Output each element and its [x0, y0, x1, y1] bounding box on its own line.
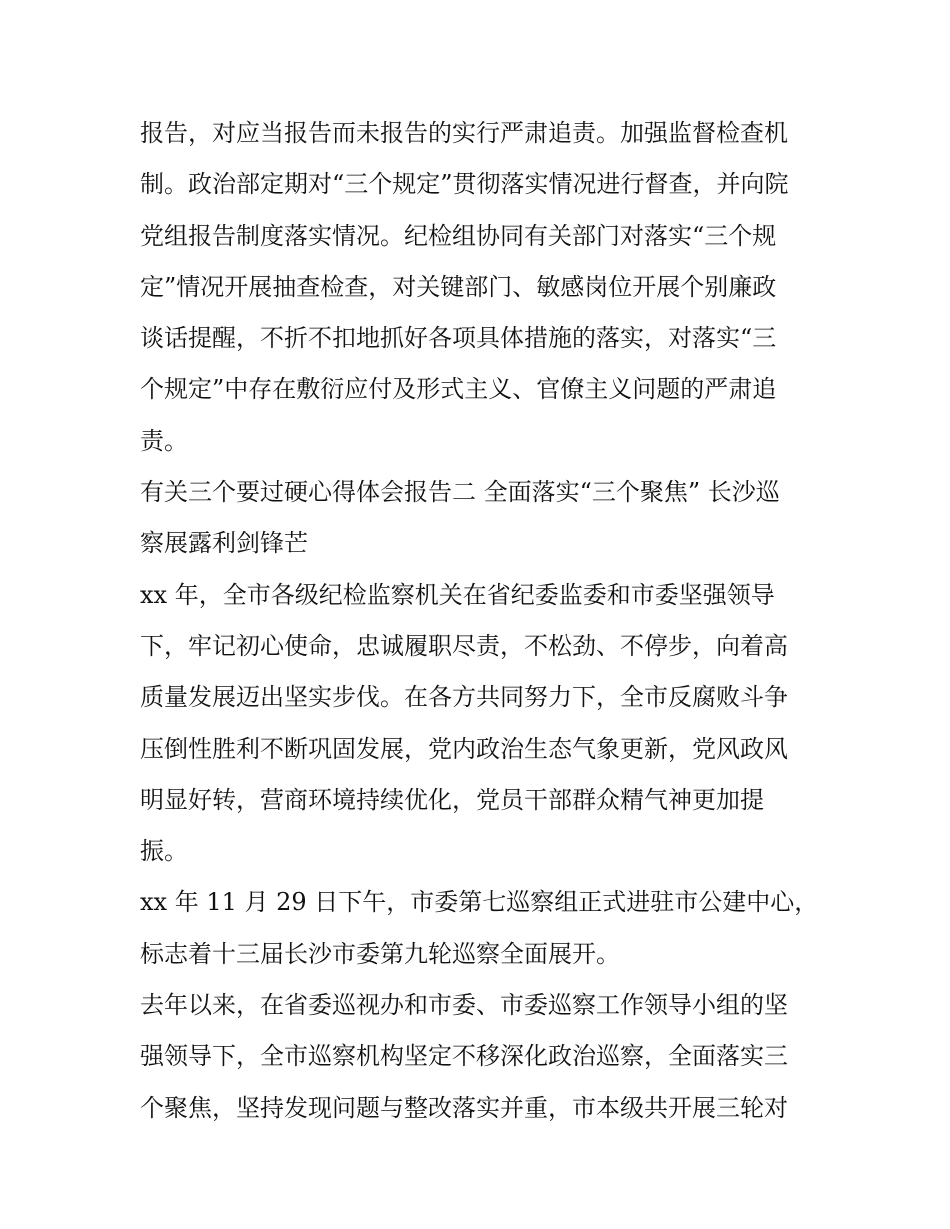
text-line: 责。: [140, 426, 188, 455]
text-line: 强领导下，全市巡察机构坚定不移深化政治巡察，全面落实三: [140, 1042, 788, 1071]
text-line: xx 年 11 月 29 日下午，市委第七巡察组正式进驻市公建中心，: [140, 888, 819, 917]
text-line: 去年以来，在省委巡视办和市委、市委巡察工作领导小组的坚: [140, 991, 788, 1020]
heading-line: 察展露利剑锋芒: [140, 529, 308, 558]
text-line: xx 年，全市各级纪检监察机关在省纪委监委和市委坚强领导: [140, 580, 775, 609]
text-line: 振。: [140, 837, 188, 866]
text-line: 质量发展迈出坚实步伐。在各方共同努力下，全市反腐败斗争: [140, 683, 788, 712]
text-line: 下，牢记初心使命，忠诚履职尽责，不松劲、不停步，向着高: [140, 631, 788, 660]
text-line: 压倒性胜利不断巩固发展，党内政治生态气象更新，党风政风: [140, 734, 788, 763]
text-line: 个规定”中存在敷衍应付及形式主义、官僚主义问题的严肃追: [140, 375, 777, 404]
text-line: 党组报告制度落实情况。纪检组协同有关部门对落实“三个规: [140, 221, 777, 250]
heading-line: 有关三个要过硬心得体会报告二 全面落实“三个聚焦” 长沙巡: [140, 478, 780, 507]
text-line: 谈话提醒，不折不扣地抓好各项具体措施的落实，对落实“三: [140, 324, 777, 353]
document-body: [140, 108, 820, 1134]
text-line: 个聚焦，坚持发现问题与整改落实并重，市本级共开展三轮对: [140, 1093, 788, 1122]
text-line: 定”情况开展抽查检查，对关键部门、敏感岗位开展个别廉政: [140, 272, 777, 301]
text-line: 报告，对应当报告而未报告的实行严肃追责。加强监督检查机: [140, 119, 788, 147]
text-line: 标志着十三届长沙市委第九轮巡察全面展开。: [140, 939, 620, 968]
text-line: 制。政治部定期对“三个规定”贯彻落实情况进行督查，并向院: [140, 170, 789, 199]
text-line: 明显好转，营商环境持续优化，党员干部群众精气神更加提: [140, 785, 764, 814]
